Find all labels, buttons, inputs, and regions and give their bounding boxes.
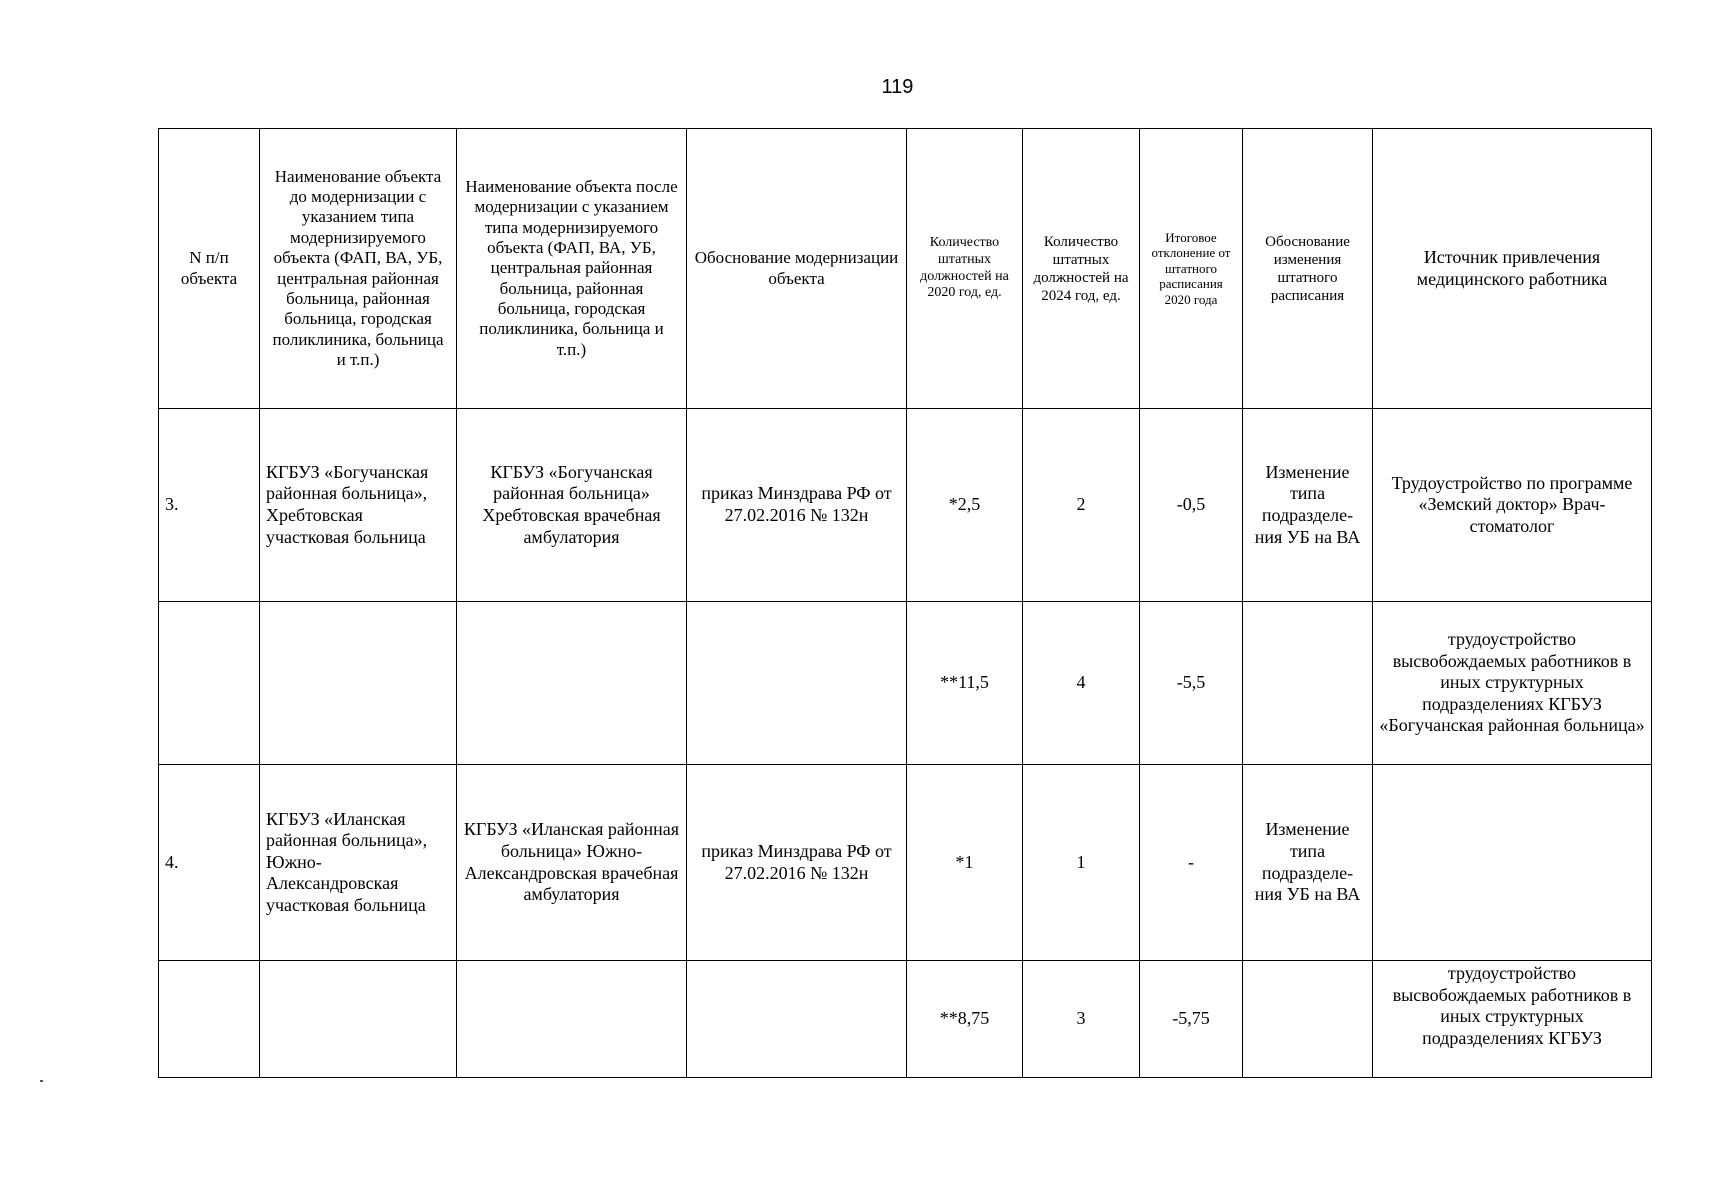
header-count-2020: Количество штатных должностей на 2020 год, ед. — [907, 129, 1023, 409]
cell-before — [260, 961, 457, 1078]
table-header-row — [159, 129, 1652, 409]
cell-reason: приказ Минздрава РФ от 27.02.2016 № 132н — [687, 765, 907, 961]
cell-before: КГБУЗ «Иланская районная больница», Южно-Александровская участковая больница — [260, 765, 457, 961]
table-row — [159, 602, 1652, 765]
header-count-2024: Количество штатных должностей на 2024 год, ед. — [1023, 129, 1140, 409]
header-num: N п/п объекта — [159, 129, 260, 409]
cell-num: 4. — [159, 765, 260, 961]
cell-count-2020: **11,5 — [907, 602, 1023, 765]
cell-reason — [687, 961, 907, 1078]
cell-num — [159, 961, 260, 1078]
cell-deviation: -5,75 — [1140, 961, 1243, 1078]
table-row — [159, 765, 1652, 961]
header-source: Источник привлечения медицинского работника — [1373, 129, 1652, 409]
cell-change-reason: Изменение типа подразделе-ния УБ на ВА — [1243, 409, 1373, 602]
cell-num: 3. — [159, 409, 260, 602]
cell-count-2024: 2 — [1023, 409, 1140, 602]
cell-count-2024: 1 — [1023, 765, 1140, 961]
header-before: Наименование объекта до модернизации с указанием типа модернизируемого объекта (ФАП, ВА, УБ, центральная районная больница, районная больница, городская поликлиника, больница и т.п.) — [260, 129, 457, 409]
header-deviation: Итоговое отклонение от штатного расписания 2020 года — [1140, 129, 1243, 409]
cell-count-2020: *1 — [907, 765, 1023, 961]
header-change-reason: Обоснование изменения штатного расписания — [1243, 129, 1373, 409]
table-row — [159, 961, 1652, 1078]
modernization-table — [158, 128, 1652, 1078]
cell-reason — [687, 602, 907, 765]
cell-before: КГБУЗ «Богучанская районная больница», Хребтовская участковая больница — [260, 409, 457, 602]
cell-before — [260, 602, 457, 765]
header-after: Наименование объекта после модернизации с указанием типа модернизируемого объекта (ФАП, ВА, УБ, центральная районная больница, районная больница, городская поликлиника, больница и т.п.) — [457, 129, 687, 409]
cell-count-2020: *2,5 — [907, 409, 1023, 602]
cell-deviation: - — [1140, 765, 1243, 961]
cell-after — [457, 961, 687, 1078]
cell-change-reason — [1243, 961, 1373, 1078]
cell-num — [159, 602, 260, 765]
cell-count-2020: **8,75 — [907, 961, 1023, 1078]
header-reason: Обоснование модернизации объекта — [687, 129, 907, 409]
cell-deviation: -0,5 — [1140, 409, 1243, 602]
cell-count-2024: 4 — [1023, 602, 1140, 765]
scan-speck — [40, 1080, 43, 1082]
cell-source-text: трудоустройство высвобождаемых работников в иных структурных подразделениях КГБУЗ — [1392, 963, 1632, 1048]
cell-after: КГБУЗ «Богучанская районная больница» Хребтовская врачебная амбулатория — [457, 409, 687, 602]
table-row — [159, 409, 1652, 602]
page-number: 119 — [881, 76, 914, 98]
cell-source: Трудоустройство по программе «Земский доктор» Врач-стоматолог — [1373, 409, 1652, 602]
cell-deviation: -5,5 — [1140, 602, 1243, 765]
cell-change-reason — [1243, 602, 1373, 765]
cell-source: трудоустройство высвобождаемых работников в иных структурных подразделениях КГБУЗ «Богучанская районная больница» — [1373, 602, 1652, 765]
cell-reason: приказ Минздрава РФ от 27.02.2016 № 132н — [687, 409, 907, 602]
cell-after — [457, 602, 687, 765]
cell-source — [1373, 961, 1652, 1078]
cell-change-reason: Изменение типа подразделе-ния УБ на ВА — [1243, 765, 1373, 961]
cell-count-2024: 3 — [1023, 961, 1140, 1078]
cell-after: КГБУЗ «Иланская районная больница» Южно-Александровская врачебная амбулатория — [457, 765, 687, 961]
cell-source — [1373, 765, 1652, 961]
